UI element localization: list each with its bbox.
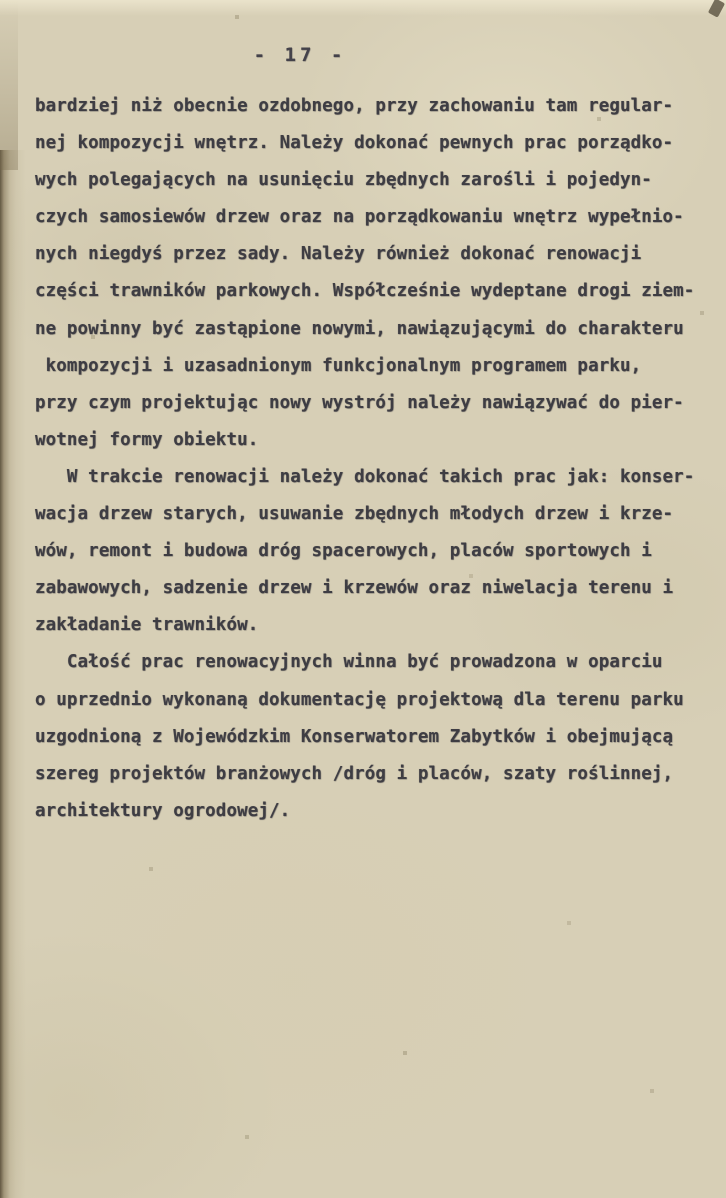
text-line: wotnej formy obiektu. bbox=[35, 429, 259, 450]
text-line: nej kompozycji wnętrz. Należy dokonać pewnych prac porządko- bbox=[35, 133, 674, 154]
text-line: wych polegających na usunięciu zbędnych zarośli i pojedyn- bbox=[35, 170, 652, 191]
text-line: czych samosiewów drzew oraz na porządkowaniu wnętrz wypełnio- bbox=[35, 207, 684, 228]
scan-edge-top bbox=[0, 0, 726, 16]
scan-corner-mark bbox=[708, 0, 725, 18]
text-line: zakładanie trawników. bbox=[35, 615, 259, 636]
text-line: architektury ogrodowej/. bbox=[35, 800, 291, 821]
text-line: W trakcie renowacji należy dokonać takich prac jak: konser- bbox=[35, 466, 695, 487]
scan-edge-left-fade bbox=[0, 0, 18, 170]
text-line: wacja drzew starych, usuwanie zbędnych młodych drzew i krze- bbox=[35, 504, 674, 525]
text-line: zabawowych, sadzenie drzew i krzewów oraz niwelacja terenu i bbox=[35, 578, 674, 599]
text-line: przy czym projektując nowy wystrój należy nawiązywać do pier- bbox=[35, 392, 684, 413]
text-block bbox=[35, 88, 695, 830]
text-line: wów, remont i budowa dróg spacerowych, placów sportowych i bbox=[35, 541, 652, 562]
text-line: uzgodnioną z Wojewódzkim Konserwatorem Zabytków i obejmującą bbox=[35, 726, 674, 747]
text-line: ne powinny być zastąpione nowymi, nawiązującymi do charakteru bbox=[35, 318, 684, 339]
text-line: części trawników parkowych. Współcześnie wydeptane drogi ziem- bbox=[35, 281, 695, 302]
text-line: o uprzednio wykonaną dokumentację projektową dla terenu parku bbox=[35, 689, 684, 710]
text-line: bardziej niż obecnie ozdobnego, przy zachowaniu tam regular- bbox=[35, 96, 674, 116]
text-line: szereg projektów branżowych /dróg i placów, szaty roślinnej, bbox=[35, 763, 674, 784]
text-line: Całość prac renowacyjnych winna być prowadzona w oparciu bbox=[35, 652, 663, 673]
text-line: nych niegdyś przez sady. Należy również dokonać renowacji bbox=[35, 244, 642, 265]
scan-edge-left bbox=[0, 150, 26, 1198]
page-number: - 17 - bbox=[253, 44, 347, 66]
text-line: kompozycji i uzasadnionym funkcjonalnym programem parku, bbox=[35, 355, 642, 376]
paper-speckles bbox=[0, 0, 2, 2]
